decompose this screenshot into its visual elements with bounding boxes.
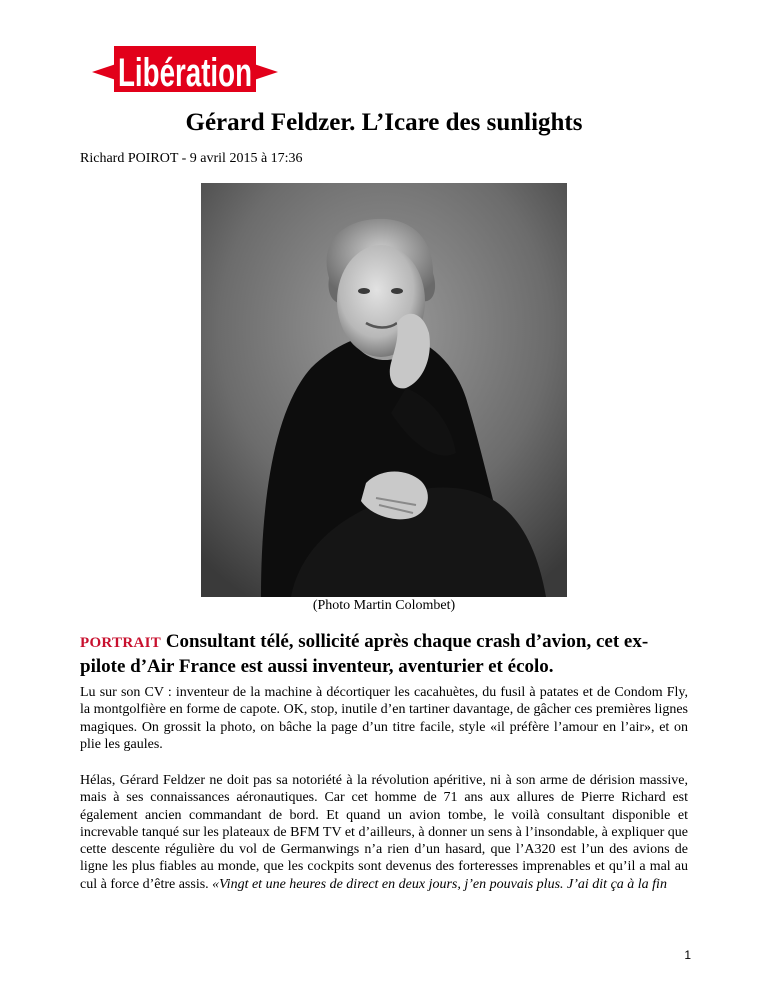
page-number: 1 [684, 948, 691, 962]
portrait-photo [201, 183, 567, 597]
lede-text: Consultant télé, sollicité après chaque crash d’avion, cet ex-pilote d’Air France est aussi inventeur, aventurier et écolo. [80, 631, 649, 677]
article-byline: Richard POIROT - 9 avril 2015 à 17:36 [80, 151, 303, 166]
paragraph-2-text: Hélas, Gérard Feldzer ne doit pas sa notoriété à la révolution apéritive, ni à son arme de dérision massive, mais à ses connaissances aéronautiques. Car cet homme de 71 ans aux allures de Pierre Richard est également ancien commandant de bord. Et quand un avion tombe, le voilà consultant disponible et increvable tanqué sur les plateaux de BFM TV et d’ailleurs, à donner un sens à l’insondable, à expliquer que cette descente régulière du vol de Germanwings n’a rien d’un hasard, que l’A320 est l’un des avions de ligne les plus fiables au monde, que les cockpits sont devenus des forteresses imprenables et qu’il a mal au cul à force d’être assis. [80, 773, 688, 892]
article-title: Gérard Feldzer. L’Icare des sunlights [185, 109, 583, 136]
paragraph-2 [80, 772, 688, 893]
liberation-logo [92, 42, 278, 94]
paragraph-1: Lu sur son CV : inventeur de la machine à décortiquer les cacahuètes, du fusil à patates et de Condom Fly, la montgolfière en forme de capote. OK, stop, inutile d’en tartiner davantage, de gâcher ces premières lignes magiques. On grossit la photo, on bâche la page d’un titre facile, style «il préfère l’amour en l’air», et on plie les gaules. [80, 685, 688, 752]
paragraph-2-quote: «Vingt et une heures de direct en deux jours, j’en pouvais plus. J’ai dit ça à la fin [212, 876, 667, 892]
kicker-label: PORTRAIT [80, 635, 162, 651]
article-lede [80, 630, 688, 679]
photo-caption: (Photo Martin Colombet) [312, 598, 456, 613]
logo-text: Libération [118, 51, 252, 95]
